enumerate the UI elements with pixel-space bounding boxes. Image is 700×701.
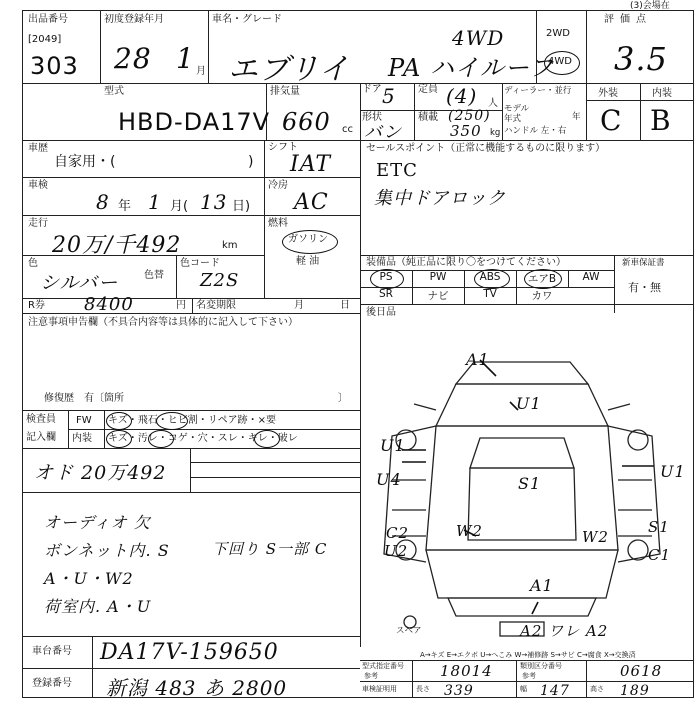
- score-label: 評価点: [604, 14, 652, 25]
- divider: [360, 304, 694, 305]
- chassis-value: DA17V-159650: [100, 640, 279, 665]
- usage-value: 自家用・(: [54, 154, 116, 170]
- score: 3.5: [614, 40, 668, 78]
- mark-circle-3: [106, 430, 132, 448]
- divider: [176, 255, 177, 298]
- repair-label: 修復歴 有〔箇所: [44, 393, 124, 404]
- divider: [412, 660, 413, 698]
- diag-s1-center: S1: [518, 474, 542, 493]
- divider: [360, 681, 694, 682]
- ac-label: 冷房: [268, 180, 288, 191]
- fw-label: FW: [76, 415, 92, 426]
- equip-circle-airbag: [524, 269, 562, 289]
- diag-a2-bottom: A2 ワレ A2: [520, 622, 609, 640]
- divider: [22, 140, 100, 141]
- equipment-label: 装備品（純正品に限り〇をつけてください）: [366, 257, 566, 268]
- equip-circle-abs: [474, 269, 510, 289]
- capacity-label: 定員: [418, 84, 438, 95]
- warranty-value: 有・無: [628, 281, 661, 294]
- rear-seat-label: 後日品: [366, 307, 396, 318]
- period-day: 日: [340, 300, 350, 311]
- inspection-label: 車検: [28, 180, 48, 191]
- recycle-label: R券: [28, 300, 45, 311]
- load-value: (250): [448, 108, 491, 124]
- color-label: 色: [28, 258, 38, 269]
- model-label: 型式: [104, 86, 124, 97]
- divider: [22, 298, 360, 299]
- diag-u1-top: U1: [516, 394, 542, 413]
- door-value: 5: [382, 84, 396, 108]
- period-label: 名変期限: [196, 300, 236, 311]
- km-unit: km: [222, 240, 238, 251]
- equip-navi: ナビ: [427, 290, 449, 302]
- equip-ps: PS: [379, 271, 393, 283]
- equip-abs: ABS: [479, 271, 501, 283]
- model-value: HBD-DA17V: [118, 108, 271, 136]
- diag-c1: C1: [648, 546, 672, 564]
- note-line-3: A・U・W2: [44, 569, 134, 588]
- mark-circle-4: [148, 430, 174, 448]
- handle-label: ハンドル 左・右: [504, 126, 567, 136]
- dealer-label: ディーラー・並行: [504, 86, 572, 96]
- divider: [22, 177, 360, 178]
- color-value: シルバー: [40, 272, 119, 294]
- inspector-label: 検査員: [26, 414, 56, 425]
- divider: [502, 83, 503, 140]
- divider: [586, 10, 587, 140]
- note-line-4: 荷室内. A・U: [44, 597, 152, 616]
- kg-unit: kg: [490, 128, 501, 138]
- drive-note: 4WD: [452, 26, 505, 50]
- odo-note: オド 20万492: [34, 462, 167, 484]
- color-change-label: 色替: [144, 270, 164, 281]
- usage-label: 車歴: [28, 143, 48, 154]
- reg-value: 新潟 483 あ 2800: [106, 676, 288, 700]
- capacity-value: (4): [446, 84, 478, 108]
- divider: [192, 298, 193, 313]
- shift-value: IAT: [290, 152, 332, 177]
- interior-grade: B: [650, 104, 672, 137]
- divider: [22, 410, 360, 411]
- divider: [22, 668, 360, 669]
- interior-entry-label: 内装: [72, 433, 92, 444]
- warranty-label: 新車保証書: [622, 258, 665, 268]
- divider: [516, 660, 517, 698]
- reg-month: 1: [176, 42, 195, 75]
- lot-label: 出品番号: [28, 14, 68, 25]
- door-label: ドア: [362, 84, 382, 95]
- recycle-value: 8400: [84, 294, 134, 315]
- dim-label-3: 高さ: [590, 685, 604, 693]
- underside-note: 下回り S一部 C: [212, 540, 328, 558]
- stamp-1: 18014: [440, 662, 493, 680]
- dim-length: 339: [444, 683, 474, 699]
- yen-unit: 円: [176, 300, 186, 311]
- equip-airbag: エアB: [527, 273, 557, 285]
- reg-label: 登録番号: [32, 678, 72, 689]
- interior-items: キズ・汚レ・コゲ・穴・スレ・キレ・破レ: [108, 433, 298, 444]
- damage-legend: A→キズ E→エクボ U→へこみ W→補修跡 S→サビ C→腐食 X→交換済: [420, 651, 636, 659]
- reg-year: 28: [114, 42, 152, 75]
- divider: [22, 215, 360, 216]
- divider: [22, 83, 694, 84]
- dim-label-1: 長さ: [416, 685, 430, 693]
- divider: [360, 83, 361, 140]
- equip-tv: TV: [483, 288, 497, 300]
- diag-a1-top: A1: [466, 350, 490, 369]
- divider: [640, 83, 641, 140]
- repair-close: 〕: [338, 393, 348, 404]
- inspection-year: 8: [96, 190, 110, 214]
- drive-circle-text: 4WD: [548, 56, 572, 67]
- divider: [360, 313, 361, 647]
- car-name-label: 車名・グレード: [212, 14, 282, 25]
- diag-a1-bottom: A1: [530, 576, 554, 595]
- month-unit: 月: [196, 66, 206, 77]
- inspection-day: 13: [200, 190, 228, 214]
- note-line-2: ボンネット内. S: [44, 541, 170, 560]
- model-year-label: モデル年式: [504, 104, 530, 124]
- year-unit: 年: [572, 112, 581, 122]
- fuel-gas: ガソリン: [288, 234, 328, 245]
- divider: [414, 83, 415, 140]
- divider: [586, 660, 587, 698]
- diag-u1-right: U1: [660, 462, 686, 481]
- dim-width: 147: [540, 683, 570, 699]
- period-month: 月: [294, 300, 304, 311]
- displacement-value: 660: [282, 108, 331, 136]
- interior-label: 内装: [652, 88, 672, 99]
- mark-circle-2: [156, 412, 188, 430]
- lot-code: [2049]: [28, 34, 62, 45]
- stamp-label-1: 型式指定番号: [362, 662, 404, 670]
- cc-unit: cc: [342, 124, 353, 135]
- note-line-1: オーディオ 欠: [44, 513, 151, 532]
- mark-circle-1: [106, 412, 132, 430]
- divider: [68, 429, 360, 430]
- sales-point-line-2: 集中ドアロック: [374, 188, 507, 209]
- exterior-grade: C: [600, 104, 623, 137]
- dim-label-2: 幅: [520, 685, 527, 693]
- diag-s1-right: S1: [648, 518, 670, 536]
- color-code-value: Z2S: [200, 270, 240, 291]
- fuel-label: 燃料: [268, 218, 288, 229]
- entry-label: 記入欄: [26, 432, 56, 443]
- divider: [100, 10, 101, 83]
- equip-aw: AW: [582, 271, 600, 283]
- divider: [586, 100, 694, 101]
- equip-pw: PW: [429, 271, 447, 283]
- divider: [22, 492, 360, 493]
- venue-label: (3)会場在: [630, 1, 670, 11]
- diag-u2: U2: [384, 542, 409, 560]
- shape-value: バン: [364, 122, 402, 143]
- diag-w2-right: W2: [582, 528, 609, 546]
- usage-close: ): [248, 154, 254, 170]
- equip-leather: カワ: [531, 290, 553, 302]
- equip-circle-ps: [370, 269, 404, 289]
- mark-circle-5: [254, 430, 280, 448]
- load-value-2: 350: [450, 122, 482, 140]
- divider: [22, 636, 360, 637]
- first-reg-label: 初度登録年月: [104, 14, 164, 25]
- chassis-label: 車台番号: [32, 646, 72, 657]
- diag-u4-left: U4: [376, 470, 402, 489]
- stamp-label-4: 参考: [522, 672, 536, 680]
- capacity-unit: 人: [488, 98, 498, 109]
- shift-label: シフト: [268, 142, 298, 153]
- sales-point-line-1: ETC: [376, 160, 418, 181]
- load-label: 積載: [418, 112, 438, 123]
- stamp-label-2: 類別区分番号: [520, 662, 562, 670]
- divider: [22, 448, 360, 449]
- diag-w2-left: W2: [456, 522, 483, 540]
- grade: PA ハイルーフ: [388, 54, 554, 82]
- inspection-month-unit: 月(: [170, 199, 189, 214]
- dim-label-0: 車検証明用: [362, 685, 397, 693]
- divider: [264, 140, 265, 298]
- dim-height: 189: [620, 683, 650, 699]
- sales-point-label: セールスポイント（正常に機能するものに限ります）: [366, 143, 606, 154]
- stamp-2: 0618: [620, 662, 663, 680]
- diag-c2: C2: [386, 524, 410, 542]
- divider: [190, 462, 360, 463]
- divider: [22, 313, 360, 314]
- stamp-label-3: 参考: [364, 672, 378, 680]
- diag-spare: スペア: [396, 626, 422, 636]
- ac-value: AC: [294, 190, 329, 215]
- divider: [360, 255, 694, 256]
- inspection-day-unit: 日): [232, 199, 251, 214]
- diag-u1-left: U1: [380, 436, 406, 455]
- color-code-label: 色コード: [180, 258, 220, 269]
- displacement-label: 排気量: [270, 86, 300, 97]
- lot-number: 303: [30, 52, 79, 80]
- fuel-diesel: 軽 油: [296, 256, 320, 267]
- divider: [190, 448, 191, 492]
- divider: [92, 636, 93, 698]
- car-name: エブリイ: [228, 52, 350, 87]
- inspection-year-unit: 年: [118, 199, 132, 214]
- divider: [190, 477, 360, 478]
- drive-label: 2WD: [546, 28, 570, 39]
- divider: [208, 10, 209, 83]
- equip-sr: SR: [379, 288, 393, 300]
- mileage-value: 20万/千492: [52, 233, 182, 258]
- caution-label: 注意事項申告欄（不具合内容等は具体的に記入して下さい）: [28, 317, 298, 328]
- shape-label: 形状: [362, 112, 382, 123]
- mileage-label: 走行: [28, 218, 48, 229]
- fw-items: キズ・飛石・ヒビ割・リペア跡・×要: [108, 415, 276, 426]
- exterior-label: 外装: [598, 88, 618, 99]
- inspection-month: 1: [148, 190, 162, 214]
